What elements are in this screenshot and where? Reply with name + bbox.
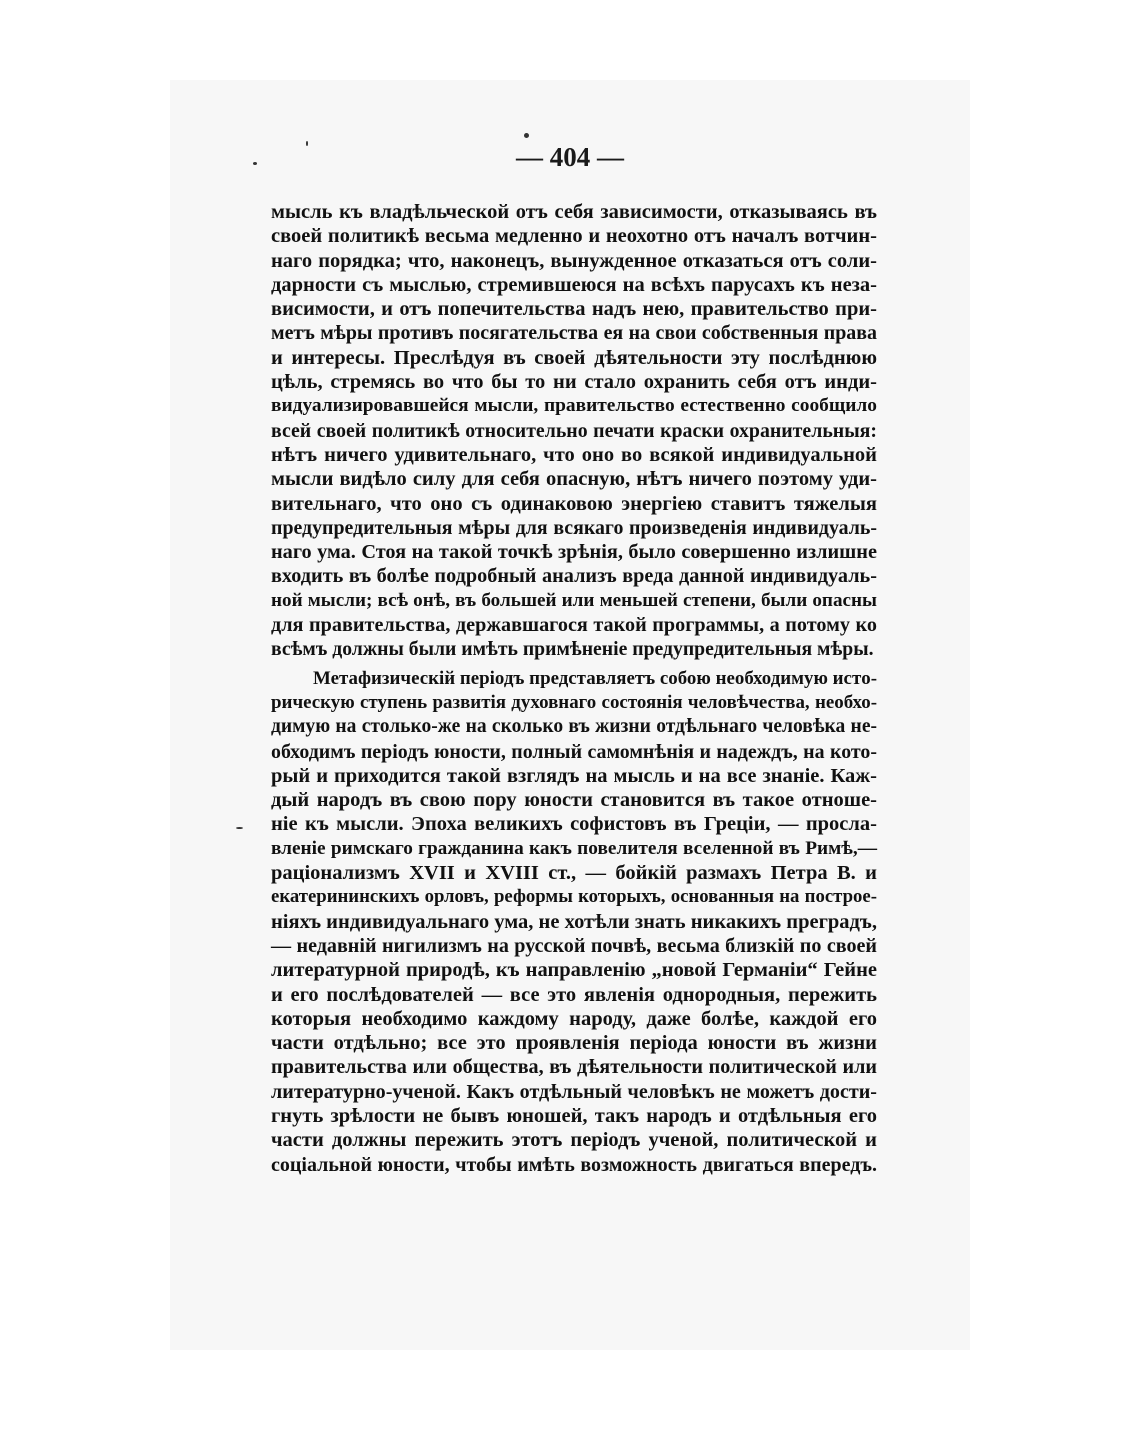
text-line: части отдѣльно; все это проявленія періода юности въ жизни [271, 1032, 877, 1055]
text-line: предупредительныя мѣры для всякаго произведенія индивидуаль- [271, 516, 877, 539]
text-line: и интересы. Преслѣдуя въ своей дѣятельности эту послѣднюю [271, 346, 877, 369]
ink-speck [236, 827, 243, 829]
text-line: метъ мѣры противъ посягательства ея на свои собственныя права [271, 322, 877, 345]
text-line: Метафизическій періодъ представляетъ собою необходимую истo- [313, 667, 877, 689]
text-line: вленіе римскаго гражданина какъ повелителя вселенной въ Римѣ,— [271, 837, 877, 859]
ink-speck [524, 133, 529, 138]
text-line: соціальной юности, чтобы имѣть возможность двигаться впередъ. [271, 1153, 877, 1176]
text-line: всѣмъ должны были имѣть примѣненіе предупредительныя мѣры. [271, 638, 874, 661]
text-line: видуализировавшейся мысли, правительство естественно сообщило [271, 395, 877, 417]
text-line: димую на столько-же на сколько въ жизни отдѣльнаго человѣка не- [271, 716, 877, 738]
text-line: мысли видѣло силу для себя опасную, нѣтъ ничего поэтому уди- [271, 468, 877, 491]
text-line: рый и приходится такой взглядъ на мысль и на все знаніе. Каж- [271, 764, 877, 787]
page-number: — 404 — [516, 142, 624, 172]
text-line: обходимъ періодъ юности, полный самомнѣнія и надеждъ, на кото- [271, 740, 877, 763]
text-line: литературной природѣ, къ направленію „новой Германіи“ Гейне [271, 959, 877, 982]
text-line: дарности съ мыслью, стремившеюся на всѣхъ парусахъ къ неза- [271, 273, 877, 296]
text-line: ніе къ мысли. Эпоха великихъ софистовъ въ Греціи, — просла- [271, 813, 877, 836]
text-line: и его послѣдователей — все это явленія однородныя, пережить [271, 983, 877, 1006]
text-line: правительства или общества, въ дѣятельности политической или [271, 1056, 877, 1079]
text-line: висимости, и отъ попечительства надъ нею, правительство при- [271, 298, 877, 321]
text-line: мысль къ владѣльческой отъ себя зависимости, отказываясь въ [271, 201, 877, 223]
body-text [271, 200, 877, 1177]
text-line: — недавній нигилизмъ на русской почвѣ, весьма близкій по своей [271, 934, 877, 957]
text-line: екатерининскихъ орловъ, реформы которыхъ, основанныя на построе- [271, 886, 877, 908]
text-line: части должны пережить этотъ періодъ ученой, политической и [271, 1129, 877, 1152]
text-line: наго ума. Стоя на такой точкѣ зрѣнія, было совершенно излишне [271, 541, 877, 564]
paragraph [271, 200, 877, 662]
text-line: гнуть зрѣлости не бывъ юношей, такъ народъ и отдѣльныя его [271, 1104, 877, 1127]
text-line: дый народъ въ свою пору юности становится въ такое отноше- [271, 789, 877, 812]
text-line: ной мысли; всѣ онѣ, въ большей или меньшей степени, были опасны [271, 589, 877, 611]
paragraph [271, 667, 877, 1177]
text-line: литературно-ученой. Какъ отдѣльный человѣкъ не можетъ дости- [271, 1080, 877, 1103]
text-line: всей своей политикѣ относительно печати краски охранительныя: [271, 419, 877, 442]
text-line: ніяхъ индивидуальнаго ума, не хотѣли знать никакихъ преградъ, [271, 910, 877, 933]
text-line: нѣтъ ничего удивительнаго, что оно во всякой индивидуальной [271, 443, 877, 466]
text-line: цѣль, стремясь во что бы то ни стало охранить себя отъ инди- [271, 371, 877, 394]
text-line: наго порядка; что, наконецъ, вынужденное отказаться отъ соли- [271, 249, 877, 272]
text-line: для правительства, державшагося такой программы, а потому ко [271, 614, 877, 637]
text-line: которыя необходимо каждому народу, даже болѣе, каждой его [271, 1007, 877, 1030]
text-line: своей политикѣ весьма медленно и неохотно отъ началъ вотчин- [271, 225, 877, 248]
text-line: вительнаго, что оно съ одинаковою энергіею ставитъ тяжелыя [271, 492, 877, 515]
text-line: раціонализмъ XVII и XVIII ст., — бойкій размахъ Петра В. и [271, 862, 877, 885]
text-line: входить въ болѣе подробный анализъ вреда данной индивидуаль- [271, 565, 877, 588]
text-line: рическую ступень развитія духовнаго состоянія человѣчества, необхо- [271, 691, 877, 713]
